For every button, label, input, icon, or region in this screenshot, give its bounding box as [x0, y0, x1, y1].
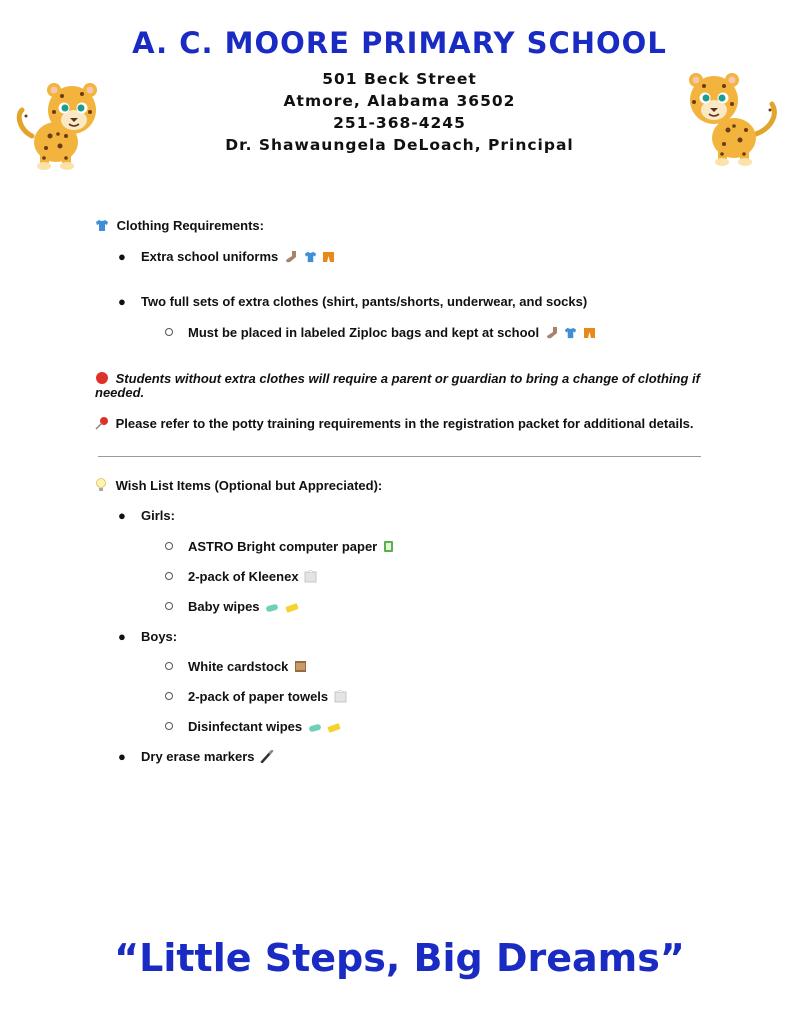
- clothing-heading-text: Clothing Requirements:: [116, 218, 264, 233]
- sub-bullet-circle: [165, 602, 173, 610]
- sub-bullet-circle: [165, 722, 173, 730]
- wipes-icon: [308, 721, 322, 736]
- refer-note: [95, 416, 694, 431]
- red-circle-icon: [95, 371, 109, 386]
- boys-item: [188, 689, 347, 706]
- city-address: Atmore, Alabama 36502: [283, 92, 516, 110]
- bullet-dot: ●: [118, 294, 126, 309]
- boys-item: [188, 719, 341, 736]
- shirt-icon: [95, 218, 113, 233]
- wishlist-heading-text: Wish List Items (Optional but Appreciated):: [115, 478, 383, 493]
- paper-icon: [383, 540, 394, 556]
- sub-item-ziploc: [188, 325, 596, 342]
- shorts-icon: [583, 327, 596, 342]
- bullet-dot: ●: [118, 249, 126, 264]
- boys-item-text: Disinfectant wipes: [188, 719, 303, 734]
- list-item-extra-uniforms: [141, 249, 335, 266]
- section-divider: [98, 456, 701, 457]
- bullet-dot: ●: [118, 749, 126, 764]
- sub-bullet-circle: [165, 692, 173, 700]
- boys-item-text: White cardstock: [188, 659, 289, 674]
- girls-label: Girls:: [141, 508, 175, 523]
- sub-item-text: Must be placed in labeled Ziploc bags and kept at school: [188, 325, 540, 340]
- girls-item: [188, 599, 299, 616]
- girls-item-text: Baby wipes: [188, 599, 260, 614]
- sub-bullet-circle: [165, 662, 173, 670]
- sock-icon: [545, 327, 559, 342]
- bullet-dot: ●: [118, 508, 126, 523]
- scroll-icon: [294, 660, 307, 676]
- school-motto: “Little Steps, Big Dreams”: [114, 936, 685, 980]
- sponge-icon: [285, 601, 299, 616]
- sub-bullet-circle: [165, 328, 173, 336]
- bullet-dot: ●: [118, 629, 126, 644]
- sock-icon: [284, 251, 298, 266]
- sub-bullet-circle: [165, 542, 173, 550]
- principal-name: Dr. Shawaungela DeLoach, Principal: [225, 136, 574, 154]
- boys-label: Boys:: [141, 629, 178, 644]
- list-item-text: Dry erase markers: [141, 749, 255, 764]
- sponge-icon: [327, 721, 341, 736]
- clothing-heading: [95, 218, 264, 233]
- notice-line-1: [95, 371, 700, 386]
- girls-item: [188, 569, 317, 586]
- shirt-icon: [304, 251, 317, 266]
- tissue-box-icon: [304, 570, 317, 586]
- wishlist-heading: [95, 478, 382, 493]
- girls-item-text: ASTRO Bright computer paper: [188, 539, 378, 554]
- list-item-markers: [141, 749, 274, 766]
- notice-line-2: needed.: [95, 385, 145, 400]
- sub-bullet-circle: [165, 572, 173, 580]
- girls-item-text: 2-pack of Kleenex: [188, 569, 299, 584]
- boys-item-text: 2-pack of paper towels: [188, 689, 329, 704]
- list-item-text: Extra school uniforms: [141, 249, 279, 264]
- marker-icon: [260, 750, 274, 766]
- shirt-icon: [564, 327, 577, 342]
- list-item-extra-clothes: Two full sets of extra clothes (shirt, pants/shorts, underwear, and socks): [141, 294, 588, 309]
- refer-text: Please refer to the potty training requirements in the registration packet for additional details.: [115, 416, 694, 431]
- lightbulb-icon: [95, 478, 107, 493]
- pushpin-icon: [95, 416, 109, 431]
- paper-towel-icon: [334, 690, 347, 706]
- wipes-icon: [265, 601, 279, 616]
- girls-item: [188, 539, 394, 556]
- street-address: 501 Beck Street: [322, 70, 477, 88]
- boys-item: [188, 659, 307, 676]
- notice-text: Students without extra clothes will require a parent or guardian to bring a change of clothing if: [115, 371, 700, 386]
- shorts-icon: [322, 251, 335, 266]
- phone-number: 251-368-4245: [333, 114, 466, 132]
- school-name: A. C. MOORE PRIMARY SCHOOL: [132, 26, 667, 60]
